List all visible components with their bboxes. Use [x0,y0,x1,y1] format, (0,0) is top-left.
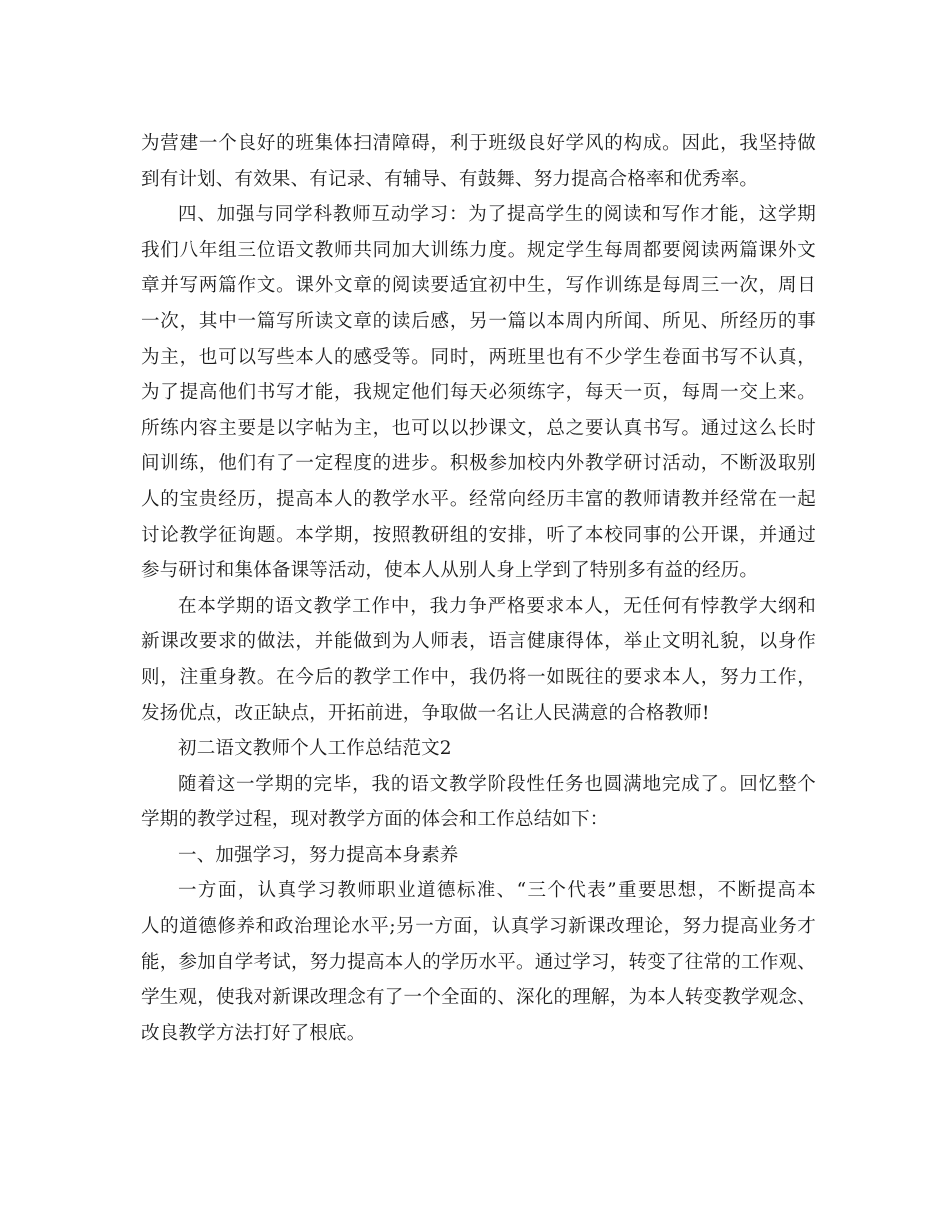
text-line: 一、加强学习，努力提高本身素养 [178,844,459,866]
text-line: 发扬优点，改正缺点，开拓前进，争取做一名让人民满意的合格教师! [141,702,710,724]
text-line: 所练内容主要是以字帖为主，也可以以抄课文，总之要认真书写。通过这么长时 [141,417,816,439]
text-line: 学生观，使我对新课改理念有了一个全面的、深化的理解，为本人转变教学观念、 [141,987,816,1009]
text-line: 新课改要求的做法，并能做到为人师表，语言健康得体，举止文明礼貌，以身作 [141,631,816,653]
text-line: 一方面，认真学习教师职业道德标准、“三个代表”重要思想，不断提高本 [178,880,816,902]
text-line: 讨论教学征询题。本学期，按照教研组的安排，听了本校同事的公开课，并通过 [141,524,816,546]
document-body [141,126,816,1051]
text-line: 学期的教学过程，现对教学方面的体会和工作总结如下： [141,809,609,831]
text-line: 四、加强与同学科教师互动学习：为了提高学生的阅读和写作才能，这学期 [178,204,816,226]
text-line: 间训练，他们有了一定程度的进步。积极参加校内外教学研讨活动，不断汲取别 [141,453,816,475]
text-line: 参与研讨和集体备课等活动，使本人从别人身上学到了特别多有益的经历。 [141,560,759,582]
text-line: 能，参加自学考试，努力提高本人的学历水平。通过学习，转变了往常的工作观、 [141,951,816,973]
text-line: 我们八年组三位语文教师共同加大训练力度。规定学生每周都要阅读两篇课外文 [141,239,816,261]
text-line: 章并写两篇作文。课外文章的阅读要适宜初中生，写作训练是每周三一次，周日 [141,275,816,297]
text-line: 到有计划、有效果、有记录、有辅导、有鼓舞、努力提高合格率和优秀率。 [141,168,759,190]
text-line: 人的宝贵经历，提高本人的教学水平。经常向经历丰富的教师请教并经常在一起 [141,488,816,510]
text-line: 为了提高他们书写才能，我规定他们每天必须练字，每天一页，每周一交上来。 [141,382,816,404]
text-line: 改良教学方法打好了根底。 [141,1022,366,1044]
text-line: 则，注重身教。在今后的教学工作中，我仍将一如既往的要求本人，努力工作， [141,666,816,688]
text-line: 在本学期的语文教学工作中，我力争严格要求本人，无任何有悖教学大纲和 [178,595,816,617]
text-line: 一次，其中一篇写所读文章的读后感，另一篇以本周内所闻、所见、所经历的事 [141,310,816,332]
text-line: 随着这一学期的完毕，我的语文教学阶段性任务也圆满地完成了。回忆整个 [178,773,816,795]
text-line: 初二语文教师个人工作总结范文2 [178,738,452,760]
text-line: 为营建一个良好的班集体扫清障碍，利于班级良好学风的构成。因此，我坚持做 [141,133,816,154]
text-line: 人的道德修养和政治理论水平;另一方面，认真学习新课改理论，努力提高业务才 [141,916,816,938]
text-line: 为主，也可以写些本人的感受等。同时，两班里也有不少学生卷面书写不认真， [141,346,816,368]
